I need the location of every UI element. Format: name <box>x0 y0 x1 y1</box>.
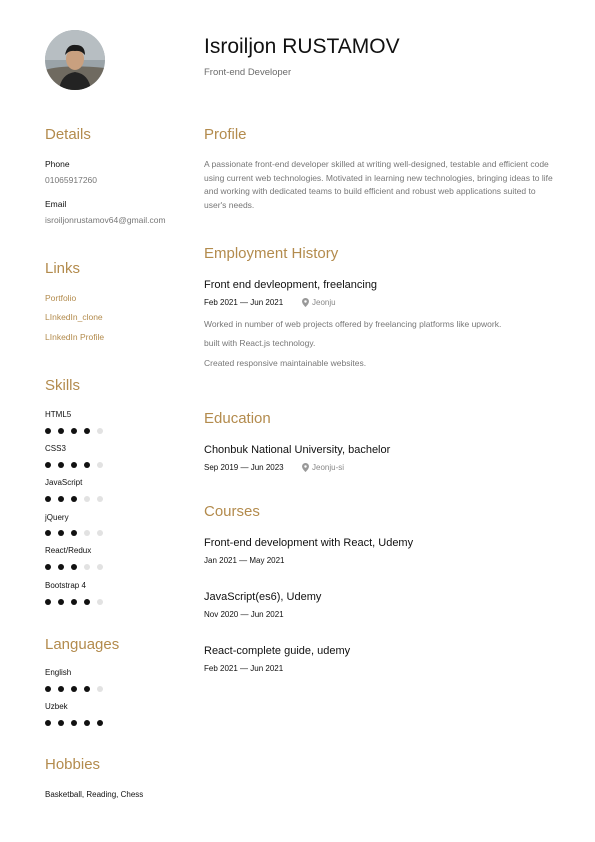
skill-level <box>45 462 103 468</box>
rating-dot-empty <box>97 599 103 605</box>
rating-dot-filled <box>58 564 64 570</box>
rating-dot-filled <box>97 720 103 726</box>
skill-name: JavaScript <box>45 478 83 487</box>
links-heading: Links <box>45 260 81 277</box>
rating-dot-filled <box>84 720 90 726</box>
education-location <box>302 463 344 472</box>
language-level <box>45 686 103 692</box>
language-level <box>45 720 103 726</box>
education-title: Chonbuk National University, bachelor <box>204 444 391 456</box>
location-text: Jeonju <box>312 298 336 307</box>
employment-title: Front end devleopment, freelancing <box>204 279 378 291</box>
profile-text: A passionate front-end developer skilled at writing well-designed, testable and efficient code using current web technologies. Motivated in learning new technologies, bringing ideas to life and working with dedicated teams to build efficient and robust web applications suited to user's needs. <box>204 159 553 210</box>
rating-dot-empty <box>97 428 103 434</box>
job-title: Front-end Developer <box>204 67 292 78</box>
rating-dot-filled <box>71 462 77 468</box>
rating-dot-filled <box>71 564 77 570</box>
rating-dot-filled <box>71 428 77 434</box>
phone-value: 01065917260 <box>45 175 98 185</box>
education-heading: Education <box>204 410 271 427</box>
language-name: Uzbek <box>45 702 68 711</box>
rating-dot-empty <box>97 462 103 468</box>
rating-dot-filled <box>58 720 64 726</box>
rating-dot-empty <box>97 564 103 570</box>
rating-dot-empty <box>84 530 90 536</box>
course-dates: Feb 2021 — Jun 2021 <box>204 664 284 673</box>
languages-heading: Languages <box>45 636 120 653</box>
rating-dot-filled <box>71 686 77 692</box>
rating-dot-filled <box>45 720 51 726</box>
location-pin-icon <box>302 463 309 472</box>
rating-dot-filled <box>45 530 51 536</box>
profile-heading: Profile <box>204 126 247 143</box>
rating-dot-filled <box>58 599 64 605</box>
course-title: Front-end development with React, Udemy <box>204 537 414 549</box>
course-dates: Nov 2020 — Jun 2021 <box>204 610 284 619</box>
employment-line: built with React.js technology. <box>204 338 316 348</box>
rating-dot-filled <box>58 496 64 502</box>
employment-heading: Employment History <box>204 245 339 262</box>
rating-dot-filled <box>45 496 51 502</box>
rating-dot-filled <box>58 462 64 468</box>
email-value: isroiljonrustamov64@gmail.com <box>45 215 166 225</box>
email-label: Email <box>45 199 67 209</box>
link-linkedin-profile[interactable]: LInkedIn Profile <box>45 332 105 342</box>
employment-line: Worked in number of web projects offered by freelancing platforms like upwork. <box>204 319 502 329</box>
rating-dot-empty <box>97 530 103 536</box>
rating-dot-filled <box>45 564 51 570</box>
skill-level <box>45 530 103 536</box>
rating-dot-filled <box>84 428 90 434</box>
rating-dot-filled <box>45 599 51 605</box>
language-name: English <box>45 668 72 677</box>
rating-dot-filled <box>84 462 90 468</box>
employment-location <box>302 298 336 307</box>
skill-level <box>45 599 103 605</box>
link-linkedin-clone[interactable]: LInkedIn_clone <box>45 312 103 322</box>
link-portfolio[interactable]: Portfolio <box>45 293 77 303</box>
rating-dot-empty <box>84 564 90 570</box>
rating-dot-filled <box>71 496 77 502</box>
rating-dot-filled <box>45 462 51 468</box>
rating-dot-empty <box>97 686 103 692</box>
skill-name: React/Redux <box>45 546 92 555</box>
resume-name: Isroiljon RUSTAMOV <box>204 35 400 58</box>
rating-dot-filled <box>45 428 51 434</box>
rating-dot-empty <box>84 496 90 502</box>
skills-heading: Skills <box>45 377 81 394</box>
course-title: React-complete guide, udemy <box>204 645 351 657</box>
location-pin-icon <box>302 298 309 307</box>
phone-label: Phone <box>45 159 70 169</box>
rating-dot-filled <box>84 686 90 692</box>
rating-dot-filled <box>45 686 51 692</box>
employment-dates: Feb 2021 — Jun 2021 <box>204 298 284 307</box>
skill-name: CSS3 <box>45 444 66 453</box>
rating-dot-filled <box>71 720 77 726</box>
rating-dot-filled <box>58 428 64 434</box>
hobbies-text: Basketball, Reading, Chess <box>45 790 144 799</box>
education-dates: Sep 2019 — Jun 2023 <box>204 463 284 472</box>
skill-level <box>45 564 103 570</box>
hobbies-heading: Hobbies <box>45 756 101 773</box>
course-dates: Jan 2021 — May 2021 <box>204 556 285 565</box>
course-title: JavaScript(es6), Udemy <box>204 591 322 603</box>
skill-level <box>45 428 103 434</box>
skill-level <box>45 496 103 502</box>
avatar <box>45 30 105 90</box>
rating-dot-empty <box>97 496 103 502</box>
skill-name: jQuery <box>45 513 69 522</box>
rating-dot-filled <box>58 686 64 692</box>
details-heading: Details <box>45 126 91 143</box>
employment-line: Created responsive maintainable websites. <box>204 358 367 368</box>
skill-name: Bootstrap 4 <box>45 581 86 590</box>
rating-dot-filled <box>84 599 90 605</box>
rating-dot-filled <box>58 530 64 536</box>
courses-heading: Courses <box>204 503 260 520</box>
rating-dot-filled <box>71 530 77 536</box>
location-text: Jeonju-si <box>312 463 345 472</box>
skill-name: HTML5 <box>45 410 72 419</box>
rating-dot-filled <box>71 599 77 605</box>
